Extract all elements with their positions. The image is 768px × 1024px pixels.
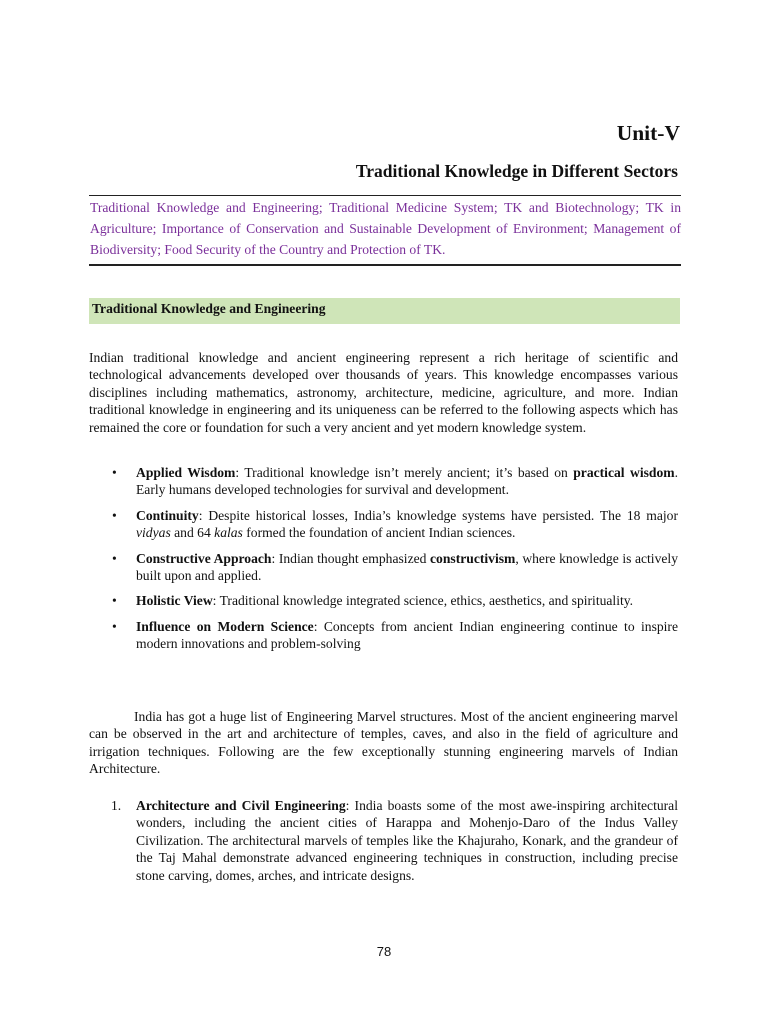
bullet-term: Influence on Modern Science: [136, 618, 314, 634]
bullet-text: : Indian thought emphasized: [271, 550, 431, 566]
section-heading: Traditional Knowledge and Engineering: [89, 298, 680, 324]
list-item: [89, 618, 678, 653]
bullet-term: Continuity: [136, 507, 199, 523]
list-item: [89, 464, 678, 499]
marvels-list: [89, 797, 678, 884]
list-item: [89, 550, 678, 585]
bullet-text: . Early humans developed technologies for survival and development.: [136, 465, 678, 498]
bullet-term: Constructive Approach: [136, 550, 272, 566]
bullet-text: : Traditional knowledge integrated science, ethics, aesthetics, and spirituality.: [212, 593, 634, 609]
bullet-icon: •: [112, 550, 117, 566]
document-page: [89, 0, 680, 1024]
item-text: : India boasts some of the most awe-inspiring architectural wonders, including the ancient cities of Harappa and Mohenjo-Daro of the Indus Valley Civilization. The architectural marvels of temples like the Khajuraho, Konark, and the grandeur of the Taj Mahal demonstrate advanced engineering techniques in construction, including precise stone carving, domes, arches, and intricate designs.: [136, 798, 678, 883]
bullet-bold-text: practical wisdom: [573, 465, 675, 480]
bullet-text: , where knowledge is actively built upon and applied.: [136, 550, 678, 584]
intro-paragraph: Indian traditional knowledge and ancient engineering represent a rich heritage of scientific and technological advancements developed over thousands of years. This knowledge encompasses various disciplines including mathematics, astronomy, architecture, medicine, agriculture, and more. Indian traditional knowledge in engineering and its uniqueness can be referred to the following aspects which has remained the core or foundation for such a very ancient and yet modern knowledge system.: [89, 350, 678, 435]
bullet-term: Holistic View: [136, 593, 213, 609]
bullet-icon: •: [112, 618, 117, 634]
bullet-icon: •: [112, 507, 117, 523]
list-item: [89, 507, 678, 542]
bullet-text: and 64: [170, 525, 215, 541]
bullet-text: : Concepts from ancient Indian engineering continue to inspire modern innovations and problem-solving: [136, 618, 678, 652]
topics-summary: Traditional Knowledge and Engineering; Traditional Medicine System; TK and Biotechnology; TK in Agriculture; Importance of Conservation and Sustainable Development of Environment; Management of Biodiversity; Food Security of the Country and Protection of TK.: [89, 195, 681, 266]
bullet-text: : Traditional knowledge isn’t merely ancient; it’s based on: [235, 465, 574, 480]
bullet-term: Applied Wisdom: [136, 465, 236, 480]
marvels-paragraph: India has got a huge list of Engineering Marvel structures. Most of the ancient engineering marvel can be observed in the art and architecture of temples, caves, and also in the field of agriculture and irrigation techniques. Following are the few exceptionally stunning engineering marvels of Indian Architecture.: [89, 709, 678, 777]
bullet-italic-text: vidyas: [136, 525, 171, 541]
list-item: [89, 592, 678, 609]
bullet-icon: •: [112, 465, 117, 480]
chapter-title: Traditional Knowledge in Different Sectors: [355, 161, 678, 181]
bullet-icon: •: [112, 593, 117, 609]
bullet-italic-text: kalas: [214, 525, 243, 541]
aspects-list: [89, 464, 678, 661]
page-number: 78: [376, 944, 392, 959]
unit-title: Unit-V: [616, 121, 680, 145]
item-term: Architecture and Civil Engineering: [136, 798, 346, 813]
bullet-bold-text: constructivism: [430, 550, 516, 566]
item-number: 1.: [111, 798, 122, 813]
list-item: [89, 797, 678, 884]
bullet-text: : Despite historical losses, India’s knowledge systems have persisted. The 18 major: [198, 507, 678, 523]
bullet-text: formed the foundation of ancient Indian sciences.: [242, 525, 516, 541]
